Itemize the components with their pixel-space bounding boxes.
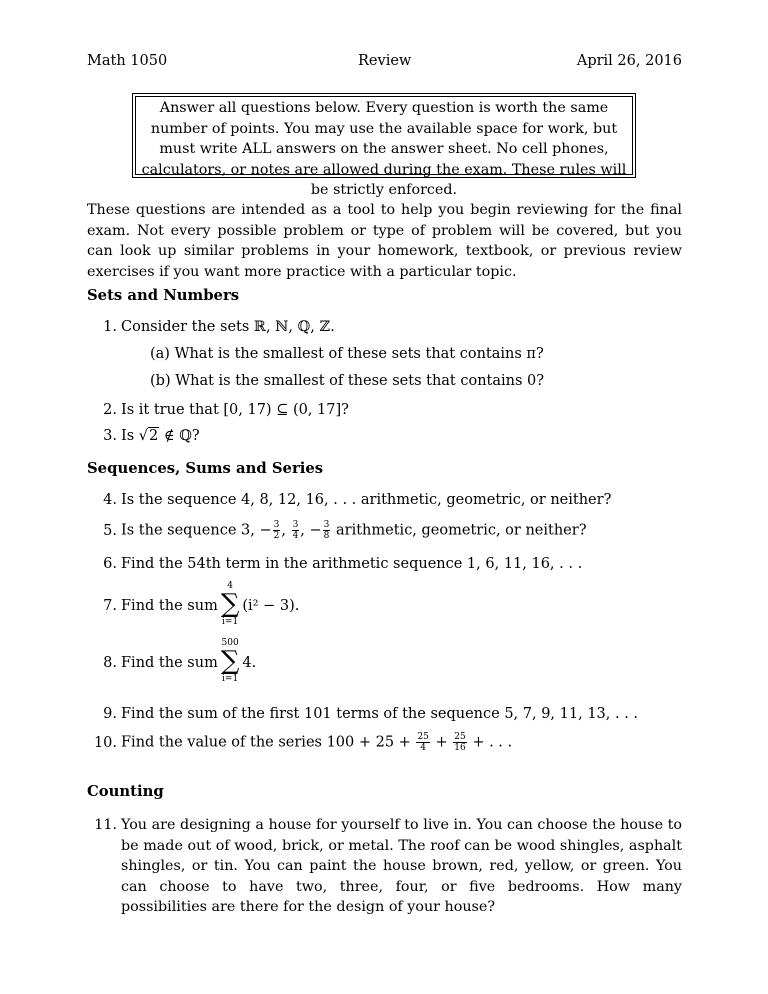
sqrt-symbol: √	[138, 428, 149, 444]
question-11	[94, 815, 682, 918]
question-number: 2.	[103, 402, 117, 418]
question-number: 1.	[103, 319, 117, 335]
question-number: 9.	[103, 706, 117, 722]
question-number: 7.	[103, 598, 117, 614]
sqrt-expression	[139, 428, 159, 444]
numerator: 3	[323, 520, 330, 530]
question-text-post: arithmetic, geometric, or neither?	[331, 522, 587, 539]
fraction	[323, 520, 331, 541]
sigma-symbol: ∑	[220, 589, 240, 619]
question-5	[87, 520, 682, 541]
question-text-post: ∉ ℚ?	[159, 428, 200, 444]
fraction	[453, 732, 466, 753]
summation	[221, 581, 240, 627]
question-text: Consider the sets ℝ, ℕ, ℚ, ℤ.	[121, 319, 335, 335]
question-8	[87, 640, 682, 686]
question-text: Find the 54th term in the arithmetic sequence 1, 6, 11, 16, . . .	[121, 556, 583, 572]
fraction	[292, 520, 300, 541]
numerator: 25	[417, 732, 429, 742]
question-2	[87, 402, 682, 418]
course-name: Math 1050	[87, 53, 168, 69]
document-date: April 26, 2016	[576, 53, 682, 69]
denominator: 8	[323, 531, 330, 541]
question-number: 11.	[94, 817, 117, 833]
denominator: 4	[292, 531, 299, 541]
fraction	[416, 732, 429, 753]
question-9	[87, 706, 682, 722]
question-4	[87, 492, 682, 508]
sum-lower-limit: i=1	[222, 674, 239, 684]
radicand: 2	[149, 428, 159, 444]
question-text: Is it true that [0, 17) ⊆ (0, 17]?	[121, 402, 349, 418]
sigma-symbol: ∑	[220, 646, 240, 676]
denominator: 2	[273, 531, 280, 541]
question-number: 3.	[103, 428, 117, 444]
question-number: 8.	[103, 655, 117, 671]
question-number: 5.	[103, 522, 117, 539]
separator: , −	[300, 522, 322, 539]
intro-paragraph: These questions are intended as a tool to help you begin reviewing for the final exam. Not every possible problem or type of problem will be covered, but you can look up similar problems in your homework, textbook, or previous review exercises if you want more practice with a particular topic.	[87, 202, 682, 280]
section-heading-sequences: Sequences, Sums and Series	[87, 460, 324, 477]
question-text-pre: Is the sequence 3, −	[121, 522, 272, 539]
question-1	[87, 319, 682, 335]
question-text-pre: Is	[121, 428, 139, 444]
denominator: 16	[454, 743, 466, 753]
question-number: 6.	[103, 556, 117, 572]
sum-lower-limit: i=1	[222, 617, 239, 627]
question-number: 4.	[103, 492, 117, 508]
sum-upper-limit: 500	[221, 638, 239, 648]
sum-upper-limit: 4	[227, 581, 233, 591]
question-6	[87, 556, 682, 572]
numerator: 3	[273, 520, 280, 530]
question-7	[87, 583, 682, 629]
separator: ,	[281, 522, 291, 539]
sum-body: 4.	[242, 655, 257, 671]
question-text-pre: Find the sum	[121, 598, 218, 614]
fraction	[273, 520, 281, 541]
question-3	[87, 428, 682, 444]
document-title: Review	[358, 53, 412, 69]
question-number: 10.	[93, 734, 117, 751]
numerator: 25	[454, 732, 466, 742]
rules-box	[132, 93, 636, 198]
question-1a: (a) What is the smallest of these sets that contains π?	[150, 346, 544, 362]
separator: +	[430, 734, 453, 751]
question-text-pre: Find the sum	[121, 655, 218, 671]
section-heading-counting: Counting	[87, 783, 164, 800]
question-text: Is the sequence 4, 8, 12, 16, . . . arithmetic, geometric, or neither?	[121, 492, 612, 508]
numerator: 3	[292, 520, 299, 530]
section-heading-sets: Sets and Numbers	[87, 287, 240, 304]
question-1b: (b) What is the smallest of these sets that contains 0?	[150, 373, 545, 389]
sum-body: (i² − 3).	[242, 598, 300, 614]
question-text: Find the sum of the first 101 terms of the sequence 5, 7, 9, 11, 13, . . .	[121, 706, 639, 722]
question-10	[87, 732, 682, 753]
rules-text: Answer all questions below. Every question is worth the same number of points. You may use the available space for work, but must write ALL answers on the answer sheet. No cell phones, calculators, or notes are allowed during the exam. These rules will be strictly enforced.	[135, 96, 633, 175]
summation	[221, 638, 240, 684]
question-text: You are designing a house for yourself to live in. You can choose the house to be made out of wood, brick, or metal. The roof can be wood shingles, asphalt shingles, or tin. You can paint the house brown, red, yellow, or green. You can choose to have two, three, four, or five bedrooms. How many possibilities are there for the design of your house?	[121, 817, 682, 915]
question-text-post: + . . .	[467, 734, 513, 751]
denominator: 4	[420, 743, 427, 753]
question-text-pre: Find the value of the series 100 + 25 +	[121, 734, 416, 751]
